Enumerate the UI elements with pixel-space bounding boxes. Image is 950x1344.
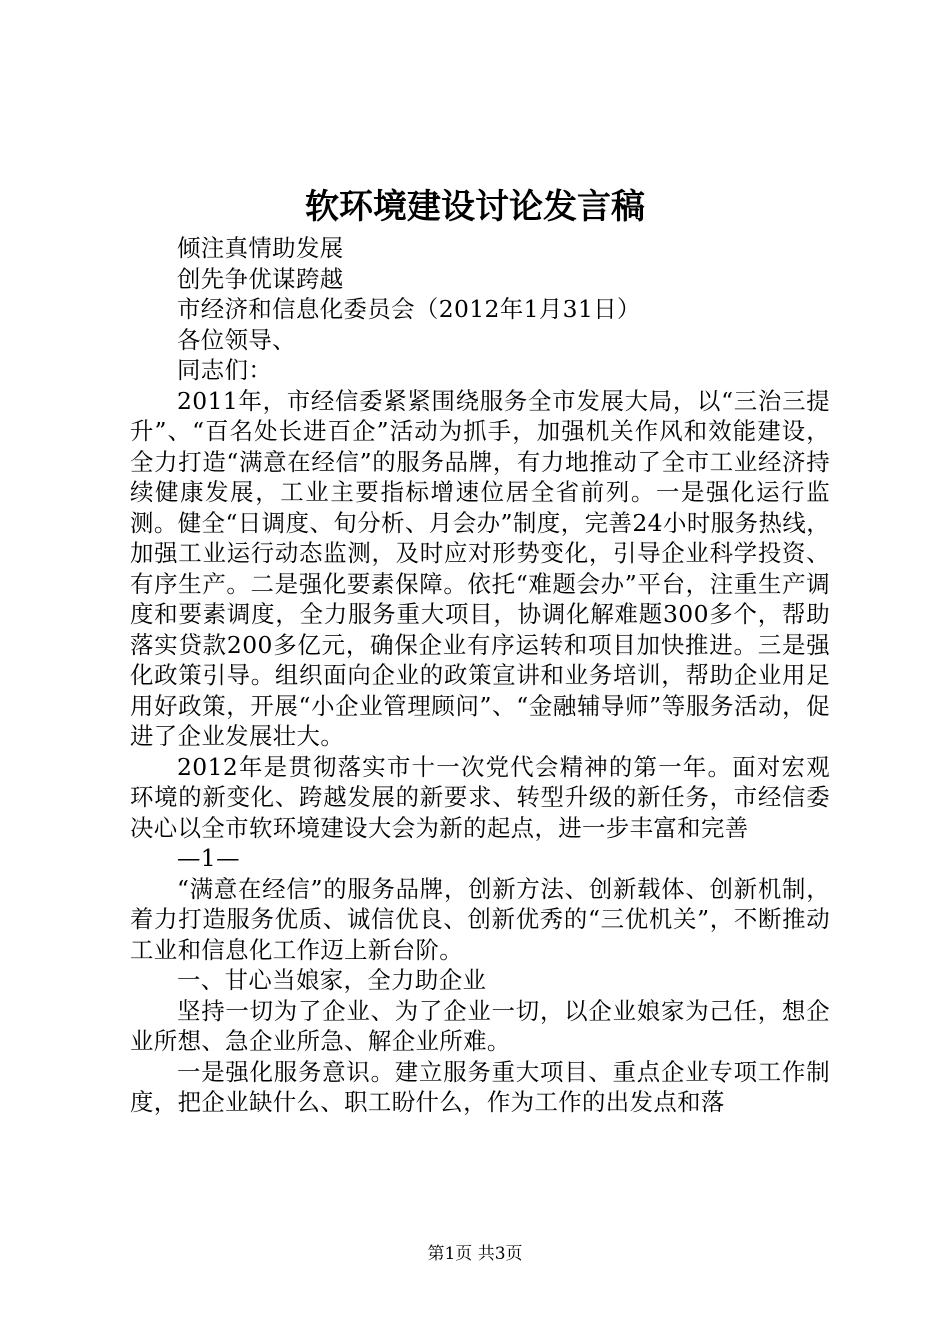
paragraph-2012-plan: 2012年是贯彻落实市十一次党代会精神的第一年。面对宏观环境的新变化、跨越发展的新要求、转型升级的新任务，市经信委决心以全市软环境建设大会为新的起点，进一步丰富和完善 — [130, 752, 830, 842]
salutation-comrades: 同志们： — [177, 356, 273, 384]
paragraph-2011-review: 2011年，市经信委紧紧围绕服务全市发展大局，以“三治三提升”、“百名处长进百企”活动为抓手，加强机关作风和效能建设，全力打造“满意在经信”的服务品牌，有力地推动了全市工业经济持续健康发展，工业主要指标增速位居全省前列。一是强化运行监测。健全“日调度、旬分析、月会办”制度，完善24小时服务热线，加强工业运行动态监测，及时应对形势变化，引导企业科学投资、有序生产。二是强化要素保障。依托“难题会办”平台，注重生产调度和要素调度，全力服务重大项目，协调化解难题300多个，帮助落实贷款200多亿元，确保企业有序运转和项目加快推进。三是强化政策引导。组织面向企业的政策宣讲和业务培训，帮助企业用足用好政策，开展“小企业管理顾问”、“金融辅导师”等服务活动，促进了企业发展壮大。 — [130, 386, 830, 750]
paragraph-service-awareness: 一是强化服务意识。建立服务重大项目、重点企业专项工作制度，把企业缺什么、职工盼什么，作为工作的出发点和落 — [130, 1057, 830, 1116]
paragraph-enterprise-support: 坚持一切为了企业、为了企业一切，以企业娘家为己任，想企业所想、急企业所急、解企业所难。 — [130, 996, 830, 1055]
paragraph-service-brand: “满意在经信”的服务品牌，创新方法、创新载体、创新机制，着力打造服务优质、诚信优良、创新优秀的“三优机关”，不断推动工业和信息化工作迈上新台阶。 — [130, 874, 830, 964]
inline-page-number: —1— — [177, 844, 240, 872]
page-footer: 第1页 共3页 — [427, 1244, 523, 1264]
salutation-leaders: 各位领导、 — [177, 325, 296, 354]
section-heading-1: 一、甘心当娘家，全力助企业 — [177, 966, 487, 994]
document-body — [130, 233, 830, 1118]
document-title: 软环境建设讨论发言稿 — [305, 187, 645, 227]
issuer-and-date: 市经济和信息化委员会（2012年1月31日） — [177, 295, 641, 323]
subtitle-line-2: 创先争优谋跨越 — [177, 264, 344, 293]
subtitle-line-1: 倾注真情助发展 — [177, 234, 344, 262]
